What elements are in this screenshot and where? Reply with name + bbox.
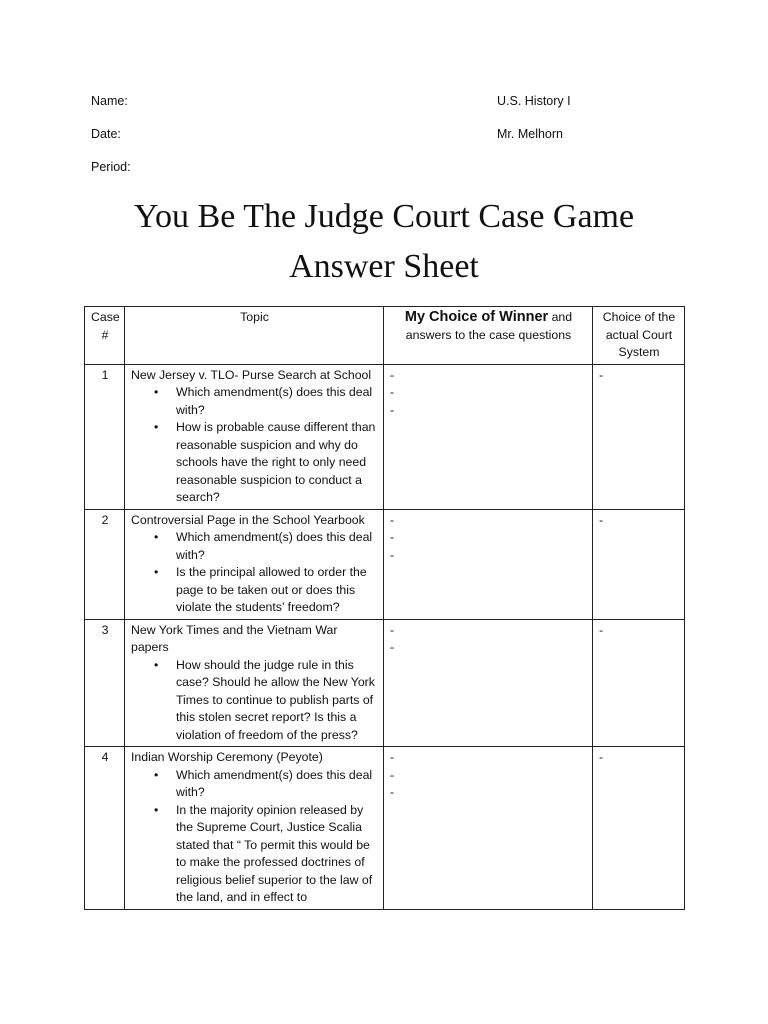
case-number: 4 bbox=[85, 747, 125, 910]
case-questions bbox=[131, 657, 378, 745]
header-topic: Topic bbox=[125, 307, 384, 365]
title-line-2: Answer Sheet bbox=[289, 248, 479, 285]
date-label: Date: bbox=[91, 127, 121, 141]
case-question: • Which amendment(s) does this deal with? bbox=[176, 384, 378, 419]
case-question: • In the majority opinion released by the Supreme Court, Justice Scalia stated that “ To permit this would be to make the professed doctrines of religious belief superior to the law of the land, and in effect to bbox=[176, 802, 378, 907]
case-number: 2 bbox=[85, 509, 125, 619]
answer-dash: - bbox=[599, 622, 604, 637]
court-choice-answer-cell[interactable] bbox=[593, 509, 685, 619]
answer-dash: - bbox=[599, 367, 604, 382]
answer-dash: - bbox=[390, 530, 395, 544]
table-row bbox=[85, 747, 685, 910]
my-choice-answer-cell[interactable] bbox=[384, 509, 593, 619]
answer-table bbox=[84, 306, 685, 910]
title-line-1: You Be The Judge Court Case Game bbox=[133, 198, 635, 235]
my-choice-answer-cell[interactable] bbox=[384, 747, 593, 910]
case-topic-cell bbox=[125, 364, 384, 509]
teacher-name: Mr. Melhorn bbox=[497, 127, 563, 141]
case-question: • Which amendment(s) does this deal with? bbox=[176, 767, 378, 802]
header-court-choice: Choice of the actual Court System bbox=[593, 307, 685, 365]
answer-dash: - bbox=[390, 750, 395, 764]
answer-dash: - bbox=[390, 547, 395, 562]
case-topic: Indian Worship Ceremony (Peyote) bbox=[131, 750, 323, 764]
table-row bbox=[85, 364, 685, 509]
case-question: • Which amendment(s) does this deal with? bbox=[176, 529, 378, 564]
court-choice-answer-cell[interactable] bbox=[593, 747, 685, 910]
name-label: Name: bbox=[91, 94, 128, 108]
answer-dash: - bbox=[390, 367, 395, 382]
answer-dash: - bbox=[390, 767, 395, 782]
answer-dash: - bbox=[390, 512, 395, 527]
case-topic: Controversial Page in the School Yearbook bbox=[131, 512, 365, 527]
answer-dash: - bbox=[390, 785, 395, 799]
case-topic-cell bbox=[125, 747, 384, 910]
court-choice-answer-cell[interactable] bbox=[593, 619, 685, 747]
case-number: 1 bbox=[85, 364, 125, 509]
period-label: Period: bbox=[91, 160, 131, 174]
case-topic-cell bbox=[125, 509, 384, 619]
answer-dash: - bbox=[390, 402, 395, 417]
my-choice-answer-cell[interactable] bbox=[384, 364, 593, 509]
course-name: U.S. History I bbox=[497, 94, 571, 108]
header-case-number: Case # bbox=[85, 307, 125, 365]
table-header-row bbox=[85, 307, 685, 365]
header-my-choice-rest: and answers to the case questions bbox=[405, 310, 573, 342]
table-row bbox=[85, 509, 685, 619]
case-number: 3 bbox=[85, 619, 125, 747]
case-questions bbox=[131, 529, 378, 617]
case-question: • Is the principal allowed to order the page to be taken out or does this violate the students’ freedom? bbox=[176, 564, 378, 617]
header-my-choice bbox=[384, 307, 593, 365]
case-question: • How is probable cause different than reasonable suspicion and why do schools have the right to only need reasonable suspicion to conduct a search? bbox=[176, 419, 378, 507]
answer-dash: - bbox=[390, 640, 395, 654]
case-topic-cell bbox=[125, 619, 384, 747]
answer-dash: - bbox=[390, 622, 395, 637]
case-questions bbox=[131, 384, 378, 507]
case-questions bbox=[131, 767, 378, 907]
page-title bbox=[0, 192, 768, 292]
case-topic: New Jersey v. TLO- Purse Search at School bbox=[131, 367, 372, 382]
table-row bbox=[85, 619, 685, 747]
answer-dash: - bbox=[390, 385, 395, 399]
answer-dash: - bbox=[599, 750, 604, 764]
my-choice-answer-cell[interactable] bbox=[384, 619, 593, 747]
header-my-choice-bold: My Choice of Winner bbox=[404, 309, 549, 325]
case-topic: New York Times and the Vietnam War papers bbox=[131, 622, 338, 654]
case-question: • How should the judge rule in this case? Should he allow the New York Times to continue to publish parts of this stolen secret report? Is this a violation of freedom of the press? bbox=[176, 657, 378, 745]
court-choice-answer-cell[interactable] bbox=[593, 364, 685, 509]
answer-dash: - bbox=[599, 512, 604, 527]
